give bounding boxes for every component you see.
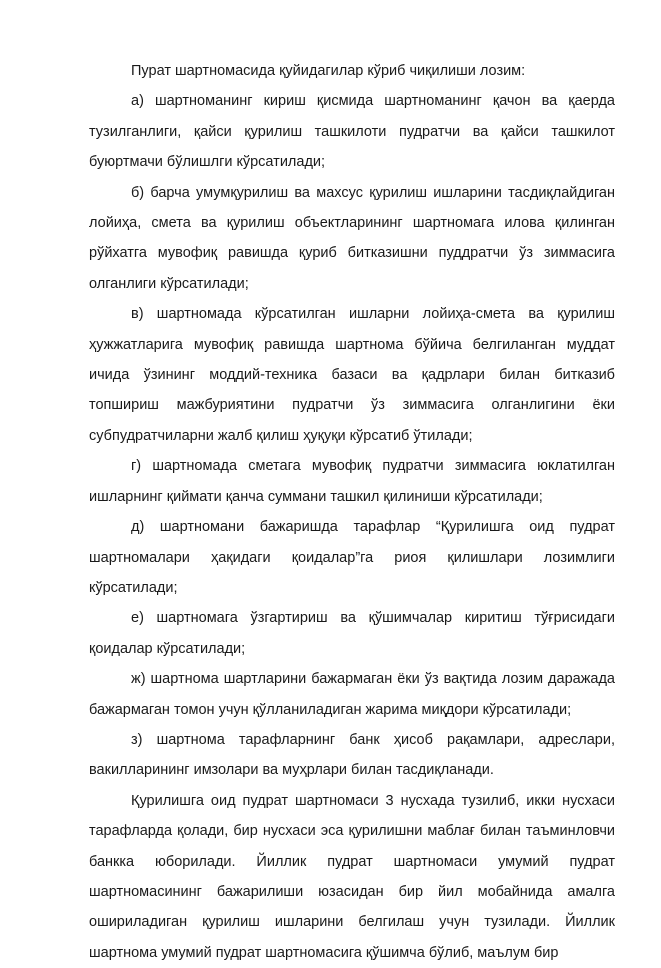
list-item-e: е) шартномага ўзгартириш ва қўшимчалар киритиш тўғрисидаги қоидалар кўрсатилади;: [89, 610, 615, 657]
list-item-z: з) шартнома тарафларнинг банк ҳисоб рақамлари, адреслари, вакилларининг имзолари ва муҳрлари билан тасдиқланади.: [89, 731, 615, 779]
document-body: [89, 56, 615, 968]
body-paragraph: Қурилишга оид пудрат шартномаси 3 нусхада тузилиб, икки нусхаси тарафларда қолади, бир нусхаси эса қурилишни маблағ билан таъминловчи банкка юборилади. Йиллик пудрат шартномаси умумий пудрат шартномасининг бажарилиши юзасидан бир йил мобайнида амалга ошириладиган қурилиш ишларини белгилаш учун тузилади. Йиллик шартнома умумий пудрат шартномасига қўшимча бўлиб, маълум бир: [89, 792, 615, 961]
list-item-a: а) шартноманинг кириш қисмида шартноманинг қачон ва қаерда тузилганлиги, қайси қурилиш ташкилоти пудратчи ва қайси ташкилот буюртмачи бўлишлги кўрсатилади;: [89, 93, 615, 171]
list-item-g: г) шартномада сметага мувофиқ пудратчи зиммасига юклатилган ишларнинг қиймати қанча суммани ташкил қилиниши кўрсатилади;: [89, 458, 615, 505]
list-item-zh: ж) шартнома шартларини бажармаган ёки ўз вақтида лозим даражада бажармаган томон учун қўлланиладиган жарима миқдори кўрсатилади;: [89, 671, 615, 718]
list-item-d: д) шартномани бажаришда тарафлар “Қурилишга оид пудрат шартномалари ҳақидаги қоидалар”га риоя қилишлари лозимлиги кўрсатилади;: [89, 519, 615, 596]
intro-paragraph: Пурат шартномасида қуйидагилар кўриб чиқилиши лозим:: [131, 63, 526, 79]
list-item-v: в) шартномада кўрсатилган ишларни лойиҳа-смета ва қурилиш ҳужжатларига мувофиқ равишда шартнома бўйича белгиланган муддат ичида ўзининг моддий-техника базаси ва қадрлари билан битказиб топшириш мажбуриятини пудратчи ўз зиммасига олганлигини ёки субпудратчиларни жалб қилиш ҳуқуқи кўрсатиб ўтилади;: [89, 306, 615, 444]
list-item-b: б) барча умумқурилиш ва махсус қурилиш ишларини тасдиқлайдиган лойиҳа, смета ва қурилиш объектларининг шартномага илова қилинган рўйхатга мувофиқ равишда қуриб битказишни пуддратчи ўз зиммасига олганлиги кўрсатилади;: [89, 184, 615, 292]
